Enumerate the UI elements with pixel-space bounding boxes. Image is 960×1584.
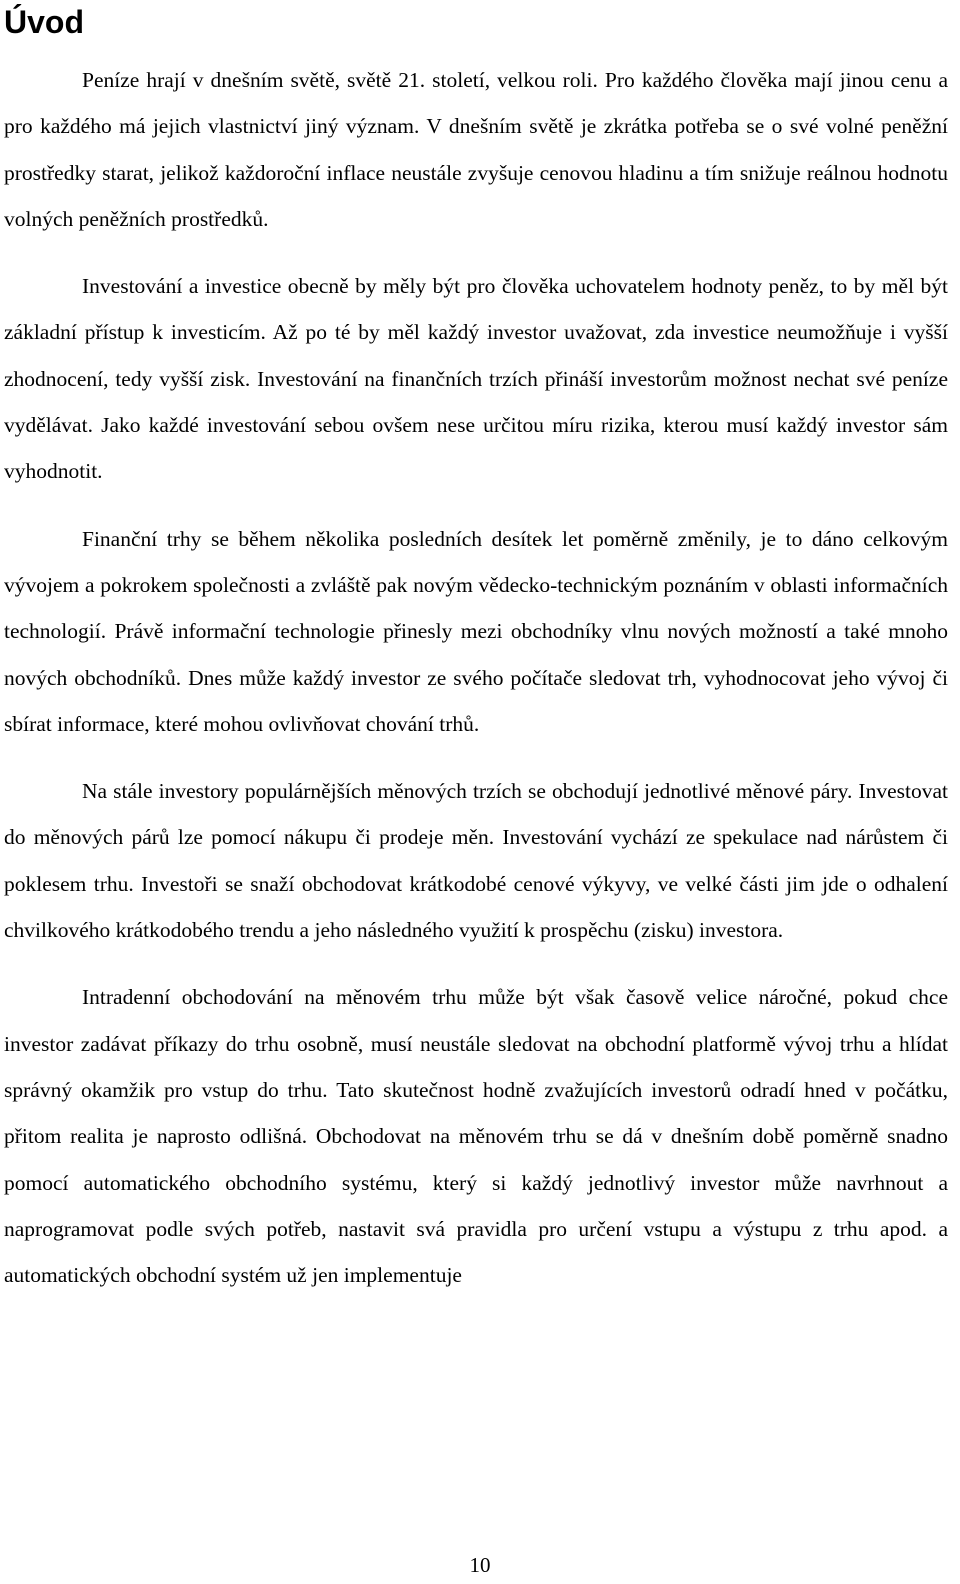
paragraph-3: Finanční trhy se během několika posledních desítek let poměrně změnily, je to dáno celkovým vývojem a pokrokem společnosti a zvláště pak novým vědecko-technickým poznáním v oblasti informačních technologií. Právě informační technologie přinesly mezi obchodníky vlnu nových možností a také mnoho nových obchodníků. Dnes může každý investor ze svého počítače sledovat trh, vyhodnocovat jeho vývoj či sbírat informace, které mohou ovlivňovat chování trhů. — [4, 526, 948, 736]
paragraph-5: Intradenní obchodování na měnovém trhu může být však časově velice náročné, pokud chce investor zadávat příkazy do trhu osobně, musí neustále sledovat na obchodní platformě vývoj trhu a hlídat správný okamžik pro vstup do trhu. Tato skutečnost hodně zvažujících investorů odradí hned v počátku, přitom realita je naprosto odlišná. Obchodovat na měnovém trhu se dá v dnešním době poměrně snadno pomocí automatického obchodního systému, který si každý jednotlivý investor může navrhnout a naprogramovat podle svých potřeb, nastavit svá pravidla pro určení vstupu a výstupu z trhu apod. a automatických obchodní systém už jen implementuje — [4, 985, 948, 1288]
page-number: 10 — [469, 1553, 491, 1577]
paragraph-2: Investování a investice obecně by měly být pro člověka uchovatelem hodnoty peněz, to by měl být základní přístup k investicím. Až po té by měl každý investor uvažovat, zda investice neumožňuje i vyšší zhodnocení, tedy vyšší zisk. Investování na finančních trzích přináší investorům možnost nechat své peníze vydělávat. Jako každé investování sebou ovšem nese určitou míru rizika, kterou musí každý investor sám vyhodnotit. — [4, 274, 948, 484]
paragraph-1: Peníze hrají v dnešním světě, světě 21. století, velkou roli. Pro každého člověka mají jinou cenu a pro každého má jejich vlastnictví jiný význam. V dnešním světě je zkrátka potřeba se o své volné peněžní prostředky starat, jelikož každoroční inflace neustále zvyšuje cenovou hladinu a tím snižuje reálnou hodnotu volných peněžních prostředků. — [4, 68, 948, 231]
paragraph-4: Na stále investory populárnějších měnových trzích se obchodují jednotlivé měnové páry. Investovat do měnových párů lze pomocí nákupu či prodeje měn. Investování vychází ze spekulace nad nárůstem či poklesem trhu. Investoři se snaží obchodovat krátkodobé cenové výkyvy, ve velké části jim jde o odhalení chvilkového krátkodobého trendu a jeho následného využití k prospěchu (zisku) investora. — [4, 779, 948, 943]
body-text — [4, 57, 948, 1319]
section-heading: Úvod — [4, 4, 84, 40]
